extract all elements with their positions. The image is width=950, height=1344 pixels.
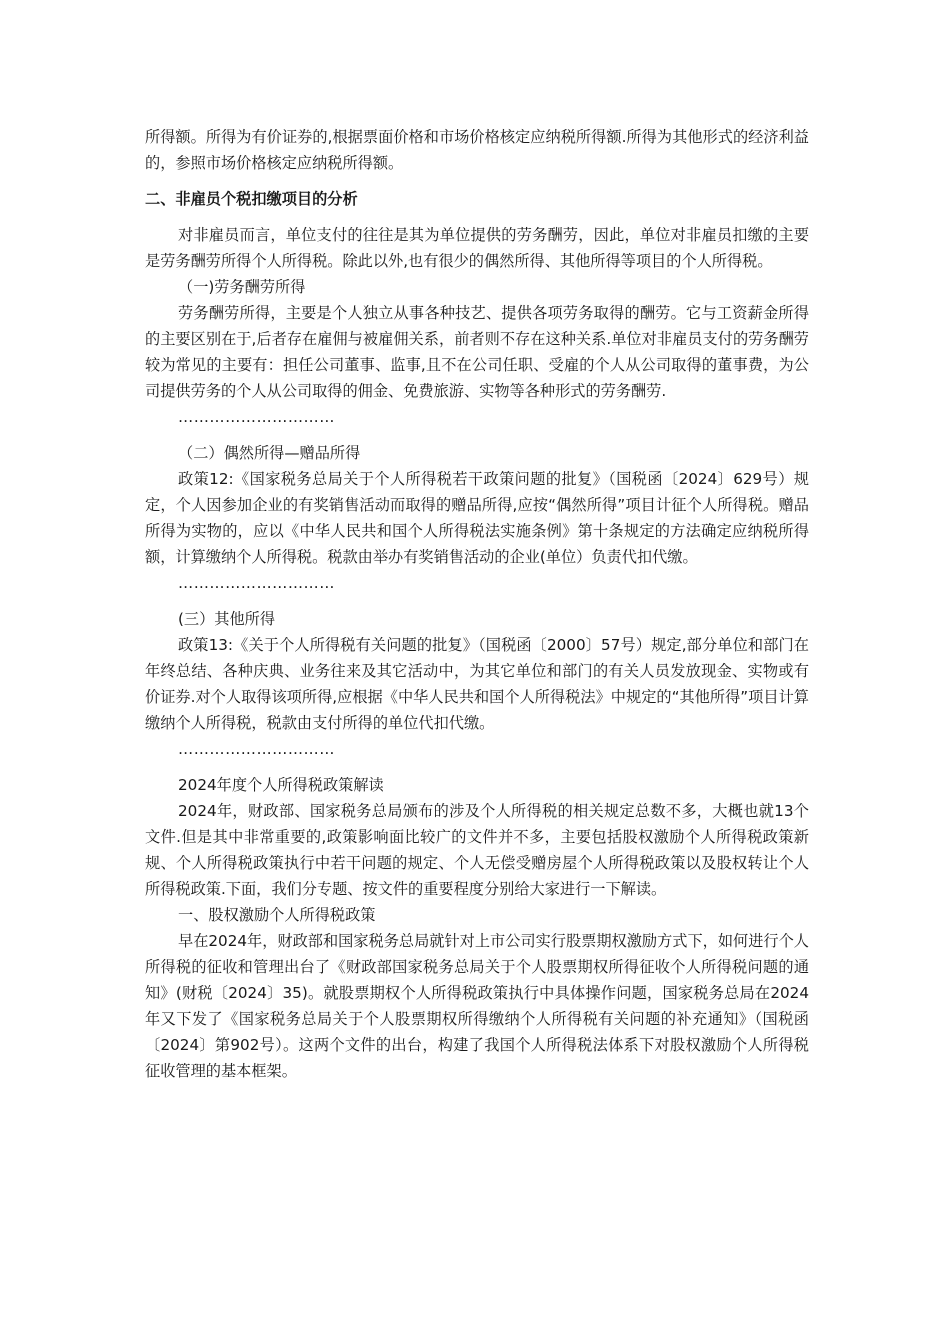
equity-incentive-heading: 一、股权激励个人所得税政策 <box>178 906 376 924</box>
document-page <box>145 124 809 1084</box>
subsection-2-paragraph: 政策12:《国家税务总局关于个人所得税若干政策问题的批复》（国税函〔2024〕629号）规定，个人因参加企业的有奖销售活动而取得的赠品所得,应按“偶然所得”项目计征个人所得税。赠品所得为实物的，应以《中华人民共和国个人所得税法实施条例》第十条规定的方法确定应纳税所得额，计算缴纳个人所得税。税款由举办有奖销售活动的企业(单位）负责代扣代缴。 <box>145 470 809 566</box>
subsection-1-paragraph: 劳务酬劳所得，主要是个人独立从事各种技艺、提供各项劳务取得的酬劳。它与工资薪金所得的主要区别在于,后者存在雇佣与被雇佣关系，前者则不存在这种关系.单位对非雇员支付的劳务酬劳较为常见的主要有：担任公司董事、监事,且不在公司任职、受雇的个人从公司取得的董事费，为公司提供劳务的个人从公司取得的佣金、免费旅游、实物等各种形式的劳务酬劳. <box>145 304 809 400</box>
ellipsis-divider-2: ………………………… <box>178 574 335 592</box>
ellipsis-divider-3: ………………………… <box>178 740 335 758</box>
policy-2024-paragraph: 2024年，财政部、国家税务总局颁布的涉及个人所得税的相关规定总数不多，大概也就13个文件.但是其中非常重要的,政策影响面比较广的文件并不多，主要包括股权激励个人所得税政策新规、个人所得税政策执行中若干问题的规定、个人无偿受赠房屋个人所得税政策以及股权转让个人所得税政策.下面，我们分专题、按文件的重要程度分别给大家进行一下解读。 <box>145 802 809 898</box>
subsection-3-paragraph: 政策13:《关于个人所得税有关问题的批复》（国税函〔2000〕57号）规定,部分单位和部门在年终总结、各种庆典、业务往来及其它活动中，为其它单位和部门的有关人员发放现金、实物或有价证券.对个人取得该项所得,应根据《中华人民共和国个人所得税法》中规定的“其他所得”项目计算缴纳个人所得税，税款由支付所得的单位代扣代缴。 <box>145 636 809 732</box>
section-2-heading: 二、非雇员个税扣缴项目的分析 <box>145 190 358 208</box>
ellipsis-divider-1: ………………………… <box>178 408 335 426</box>
subsection-3-heading: (三）其他所得 <box>178 610 276 628</box>
policy-2024-heading: 2024年度个人所得税政策解读 <box>178 776 384 794</box>
equity-incentive-paragraph: 早在2024年，财政部和国家税务总局就针对上市公司实行股票期权激励方式下，如何进行个人所得税的征收和管理出台了《财政部国家税务总局关于个人股票期权所得征收个人所得税问题的通知》(财税〔2024〕35)。就股票期权个人所得税政策执行中具体操作问题，国家税务总局在2024年又下发了《国家税务总局关于个人股票期权所得缴纳个人所得税有关问题的补充通知》（国税函〔2024〕第902号）。这两个文件的出台，构建了我国个人所得税法体系下对股权激励个人所得税征收管理的基本框架。 <box>145 932 809 1080</box>
intro-tail-paragraph: 所得额。所得为有价证券的,根据票面价格和市场价格核定应纳税所得额.所得为其他形式的经济利益的，参照市场价格核定应纳税所得额。 <box>145 128 809 172</box>
subsection-1-heading: （一)劳务酬劳所得 <box>178 278 306 296</box>
section-2-intro-paragraph: 对非雇员而言，单位支付的往往是其为单位提供的劳务酬劳，因此，单位对非雇员扣缴的主要是劳务酬劳所得个人所得税。除此以外,也有很少的偶然所得、其他所得等项目的个人所得税。 <box>145 226 809 270</box>
subsection-2-heading: （二）偶然所得—赠品所得 <box>178 444 361 462</box>
